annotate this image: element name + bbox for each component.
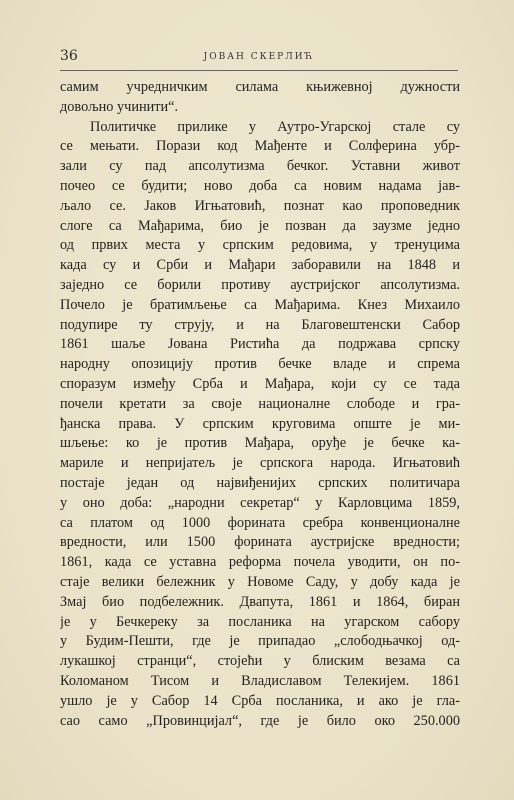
text-line: у Будим-Пешти, где је припадао „слободњачкој од- <box>60 633 460 650</box>
text-line: почели кретати за своје националне слободе и гра- <box>60 395 460 412</box>
text-line: зали су пад апсолутизма бечког. Уставни живот <box>60 158 460 175</box>
text-line: је у Бечкереку за посланика на угарском сабору <box>60 613 460 630</box>
text-line: када су и Срби и Мађари заборавили на 1848 и <box>60 257 460 274</box>
text-line: 1861 шаље Јована Ристића да подржава српску <box>60 336 460 353</box>
text-line: марилe и непријатељ је српскога народа. Игњатовић <box>60 455 460 472</box>
text-line: сао само „Провинцијал“, где је било око 250.000 <box>60 712 460 729</box>
text-line: самим учредничким силама књижевној дужности <box>60 79 460 95</box>
text-line: вредности, или 1500 форината аустријске вредности; <box>60 534 460 551</box>
text-line: лукашкој странци“, стојећи у блиским везама са <box>60 653 460 670</box>
page-header <box>60 48 458 71</box>
text-line: стаје велики бележник у Новоме Саду, у добу када је <box>60 573 460 590</box>
text-line: од првих места у српским редовима, у тренуцима <box>60 237 460 254</box>
text-line: се мењати. Порази код Мађенте и Солферина убр- <box>60 138 460 155</box>
text-line: Коломаном Тисом и Владиславом Телекијем. 1861 <box>60 672 460 689</box>
running-head: ЈОВАН СКЕРЛИЋ <box>203 52 315 62</box>
text-line: Змај био подбележник. Двапута, 1861 и 1864, биран <box>60 593 460 610</box>
text-line: Политичке прилике у Аутро-Угарској стале су <box>90 118 460 135</box>
text-line: шљење: ко је против Мађара, оруђе је бечке ка- <box>60 435 460 452</box>
text-line: довољно учинити“. <box>60 98 179 115</box>
text-line: постаје један од највиђенијих српских политичара <box>60 474 460 491</box>
text-line: љало се. Јаков Игњатовић, познат као проповедник <box>60 197 460 214</box>
text-line: са платом од 1000 форината сребра конвенционалне <box>60 514 460 531</box>
text-line: 1861, када се уставна реформа почела уводити, он по- <box>60 554 460 571</box>
text-line: ђанска права. У српским круговима опште је ми- <box>60 415 460 432</box>
text-line: слоге са Мађарима, био је позван да заузме једно <box>60 217 460 234</box>
text-line: почео се будити; ново доба са новим надама јав- <box>60 177 460 194</box>
text-line: ушло је у Сабор 14 Срба посланика, и ако је гла- <box>60 692 460 709</box>
text-line: Почело је братимљење са Мађарима. Кнез Михаило <box>60 296 460 313</box>
text-line: у оно доба: „народни секретар“ у Карловцима 1859, <box>60 494 460 511</box>
page-number: 36 <box>60 48 78 64</box>
text-line: народну опозицију против бечке владе и спрема <box>60 356 460 373</box>
text-line: подупире ту струју, и на Благовештенски Сабор <box>60 316 460 333</box>
text-line: споразум између Срба и Мађара, који су се тада <box>60 375 460 392</box>
body-text <box>60 78 460 731</box>
text-line: заједно се борили противу аустријског апсолутизма. <box>60 276 460 293</box>
